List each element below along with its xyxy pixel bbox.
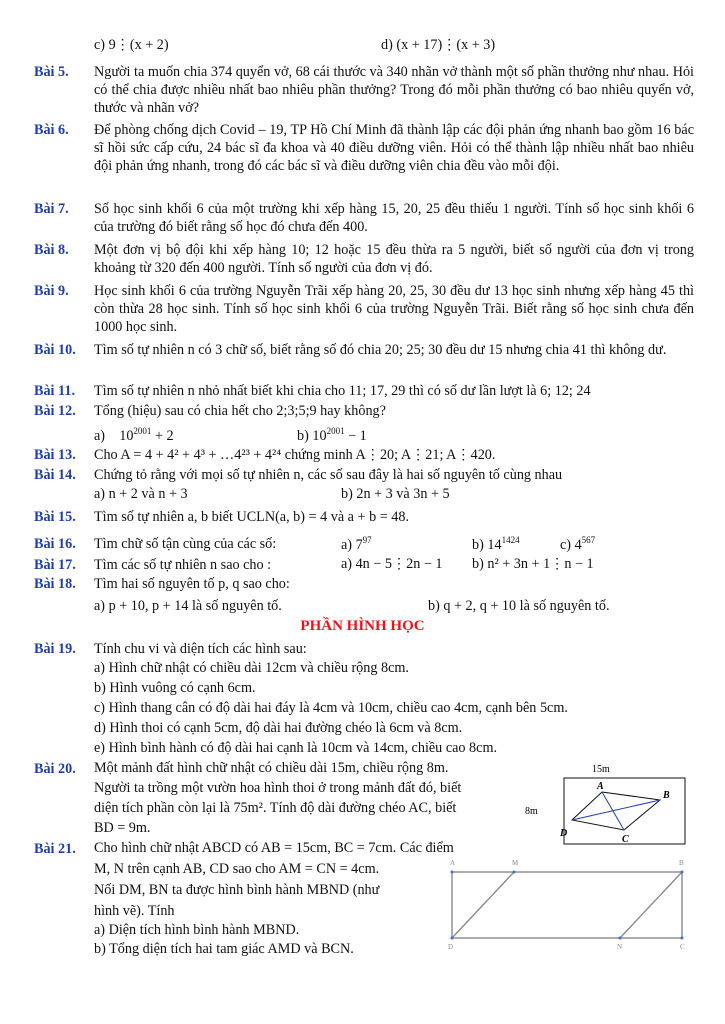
exercise-19a: a) Hình chữ nhật có chiều dài 12cm và chiều rộng 8cm. <box>94 660 409 676</box>
exercise-19d: d) Hình thoi có cạnh 5cm, độ dài hai đường chéo là 6cm và 8cm. <box>94 720 463 736</box>
figure-label-15m: 15m <box>592 764 610 775</box>
exercise-21a: a) Diện tích hình bình hành MBND. <box>94 922 300 938</box>
exercise-21-line: Cho hình chữ nhật ABCD có AB = 15cm, BC = 7cm. Các điểm <box>94 840 454 856</box>
exercise-17b: b) n² + 3n + 1⋮n − 1 <box>472 556 594 572</box>
exercise-label: Bài 11. <box>34 383 75 399</box>
point-c-label: C <box>622 834 629 845</box>
exercise-12b: b) $10^{2001} - 1$ <box>297 426 367 444</box>
exercise-14a: a) n + 2 và n + 3 <box>94 486 188 502</box>
exercise-14b: b) 2n + 3 và 3n + 5 <box>341 486 450 502</box>
parallelogram-in-rectangle-figure <box>444 856 690 952</box>
point-c <box>681 937 684 940</box>
rhombus <box>572 792 660 830</box>
exercise-20-line: diện tích phần còn lại là 75m². Tính độ dài đường chéo AC, biết <box>94 800 457 816</box>
exercise-label: Bài 5. <box>34 64 69 80</box>
exercise-label: Bài 6. <box>34 122 69 138</box>
point-b-label: B <box>663 790 670 801</box>
exercise-text: Tìm các số tự nhiên n sao cho : <box>94 557 272 573</box>
exercise-21-line: hình vẽ). Tính <box>94 903 175 919</box>
exercise-label: Bài 13. <box>34 447 76 463</box>
exercise-label: Bài 9. <box>34 283 69 299</box>
point-b-label: B <box>679 859 684 867</box>
exercise-16c: c) $4^{567}$ <box>560 535 596 553</box>
point-d-label: D <box>560 828 568 839</box>
point-a-label: A <box>597 781 604 792</box>
exercise-text: Tìm chữ số tận cùng của các số: <box>94 536 277 552</box>
point-n-label: N <box>617 943 623 951</box>
exercise-label: Bài 20. <box>34 761 76 777</box>
exercise-19e: e) Hình bình hành có độ dài hai cạnh là 10cm và 14cm, chiều cao 8cm. <box>94 740 498 756</box>
point-m <box>513 871 516 874</box>
exercise-12a: a) $10^{2001} + 2$ <box>94 426 174 444</box>
exercise-text: Tìm số tự nhiên n có 3 chữ số, biết rằng số đó chia 20; 25; 30 đều dư 15 nhưng chia 41 thì không dư. <box>94 342 667 358</box>
exercise-text: Chứng tỏ rằng với mọi số tự nhiên n, các số sau đây là hai số nguyên tố cùng nhau <box>94 467 563 483</box>
exercise-label: Bài 16. <box>34 536 76 552</box>
exercise-text: Một đơn vị bộ đội khi xếp hàng 10; 12 hoặc 15 đều thừa ra 5 người, biết số người của đơn vị trong khoảng từ 320 đến 400 người. Tính số người của đơn vị đó. <box>94 242 694 276</box>
exercise-text: Tính chu vi và diện tích các hình sau: <box>94 641 307 657</box>
exercise-21b: b) Tổng diện tích hai tam giác AMD và BCN. <box>94 941 354 957</box>
exercise-20-line: Một mảnh đất hình chữ nhật có chiều dài 15m, chiều rộng 8m. <box>94 760 449 776</box>
exercise-4d: d) (x + 17)⋮(x + 3) <box>381 37 496 53</box>
exercise-19c: c) Hình thang cân có độ dài hai đáy là 4cm và 10cm, chiều cao 4cm, cạnh bên 5cm. <box>94 700 568 716</box>
exercise-label: Bài 12. <box>34 403 76 419</box>
point-c-label: C <box>680 943 685 951</box>
point-d <box>451 937 454 940</box>
exercise-16a: a) $7^{97}$ <box>341 535 372 553</box>
exercise-label: Bài 18. <box>34 576 76 592</box>
rhombus-in-rectangle-figure <box>520 758 700 854</box>
exercise-label: Bài 19. <box>34 641 76 657</box>
exercise-label: Bài 10. <box>34 342 76 358</box>
exercise-text: Để phòng chống dịch Covid – 19, TP Hồ Chí Minh đã thành lập các đội phản ứng nhanh bao gồm 16 bác sĩ hồi sức cấp cứu, 24 bác sĩ đa khoa và 40 điều dưỡng viên. Hỏi có thể thành lập nhiều nhất bao nhiêu đội phản ứng nhanh, trong đó các bác sĩ và điều dưỡng viên chia đều vào mỗi đội. <box>94 122 694 174</box>
section-title: PHẦN HÌNH HỌC <box>300 618 425 634</box>
exercise-text: Tổng (hiệu) sau có chia hết cho 2;3;5;9 hay không? <box>94 403 386 419</box>
exercise-text: Cho A = 4 + 4² + 4³ + …4²³ + 4²⁴ chứng minh A⋮20; A⋮21; A⋮420. <box>94 447 496 463</box>
exercise-18b: b) q + 2, q + 10 là số nguyên tố. <box>428 598 610 614</box>
point-n <box>619 937 622 940</box>
exercise-label: Bài 17. <box>34 557 76 573</box>
exercise-label: Bài 14. <box>34 467 76 483</box>
exercise-text: Tìm số tự nhiên n nhỏ nhất biết khi chia cho 11; 17, 29 thì có số dư lần lượt là 6; 12; 24 <box>94 383 591 399</box>
exercise-label: Bài 15. <box>34 509 76 525</box>
point-m-label: M <box>512 859 519 867</box>
exercise-16b: b) $14^{1424}$ <box>472 535 520 553</box>
exercise-text: Tìm số tự nhiên a, b biết UCLN(a, b) = 4 và a + b = 48. <box>94 509 409 525</box>
exercise-text: Học sinh khối 6 của trường Nguyễn Trãi xếp hàng 20, 25, 30 đều dư 13 học sinh nhưng xếp hàng 45 thì còn thừa 28 học sinh. Tính số học sinh khối 6 của trường Nguyễn Trãi. Biết rằng số học sinh chưa đến 1000 học sinh. <box>94 283 694 335</box>
exercise-text: Người ta muốn chia 374 quyển vở, 68 cái thước và 340 nhãn vở thành một số phần thưởng như nhau. Hỏi có thể chia được nhiều nhất bao nhiêu phần thưởng? Trong đó mỗi phần thưởng có bao nhiêu quyển vở, thước và nhãn vở? <box>94 64 694 116</box>
figure-label-8m: 8m <box>525 806 538 817</box>
point-d-label: D <box>448 943 454 951</box>
exercise-4c: c) 9⋮(x + 2) <box>94 37 169 53</box>
point-b <box>681 871 684 874</box>
exercise-20-line: Người ta trồng một vườn hoa hình thoi ở trong mảnh đất đó, biết <box>94 780 462 796</box>
point-a <box>451 871 454 874</box>
segment-dm <box>452 872 514 938</box>
exercise-label: Bài 7. <box>34 201 69 217</box>
segment-bn <box>620 872 682 938</box>
exercise-text: Số học sinh khối 6 của một trường khi xếp hàng 15, 20, 25 đều thiếu 1 người. Tính số học sinh khối 6 của trường đó biết rằng số học đó chưa đến 400. <box>94 201 694 235</box>
exercise-19b: b) Hình vuông có cạnh 6cm. <box>94 680 256 696</box>
point-a-label: A <box>450 859 456 867</box>
exercise-label: Bài 8. <box>34 242 69 258</box>
exercise-21-line: M, N trên cạnh AB, CD sao cho AM = CN = 4cm. <box>94 861 380 877</box>
exercise-20-line: BD = 9m. <box>94 820 151 836</box>
exercise-18a: a) p + 10, p + 14 là số nguyên tố. <box>94 598 282 614</box>
exercise-21-line: Nối DM, BN ta được hình bình hành MBND (như <box>94 882 380 898</box>
exercise-text: Tìm hai số nguyên tố p, q sao cho: <box>94 576 290 592</box>
exercise-label: Bài 21. <box>34 841 76 857</box>
rectangle-abcd <box>452 872 682 938</box>
exercise-17a: a) 4n − 5⋮2n − 1 <box>341 556 443 572</box>
